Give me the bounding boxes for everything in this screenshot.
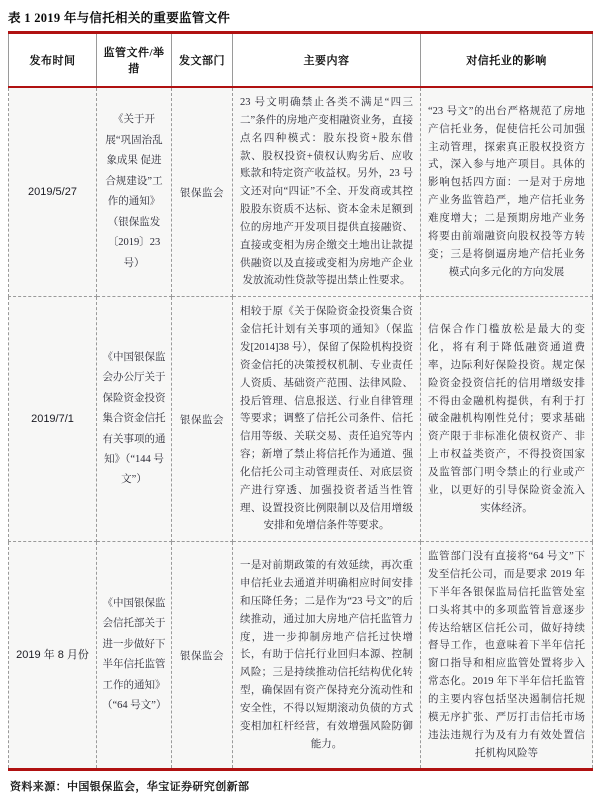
cell-document: 《中国银保监会办公厅关于保险资金投资集合资金信托有关事项的通知》（“144 号文”） <box>97 297 172 542</box>
table-title: 表 1 2019 年与信托相关的重要监管文件 <box>8 11 231 25</box>
cell-impact: 监管部门没有直接将“64 号文”下发至信托公司，而是要求 2019 年下半年各银保监局信托监管处室口头将其中的多项监管旨意逐步传达给辖区信托公司，做好持续督导工作，也意味着下半年信托窗口指导和相应监管处置将步入常态化。2019 年下半年信托监管的主要内容包括坚决遏制信托规模无序扩张、严厉打击信托市场违法违规行为及有力有效处置信托机构风险等 <box>421 542 593 770</box>
source-note: 资料来源：中国银保监会，华宝证券研究创新部 <box>10 781 250 794</box>
cell-document: 《中国银保监会信托部关于进一步做好下半年信托监管工作的通知》（“64 号文”） <box>97 542 172 770</box>
cell-department: 银保监会 <box>172 87 233 297</box>
cell-main-content: 一是对前期政策的有效延续，再次重申信托业去通道并明确相应时间安排和压降任务；二是作为“23 号文”的后续推动，通过加大房地产信托监管力度，进一步抑制房地产信托过快增长，有助于信托行业回归本源、控制风险；三是持续推动信托结构优化转型，确保固有资产保持充分流动性和安全性，不得以短期滚动负债的方式变相加杠杆经营，有效增强风险防御能力。 <box>233 542 421 770</box>
cell-document: 《关于开展“巩固治乱象成果 促进合规建设”工作的通知》（银保监发〔2019〕23号） <box>97 87 172 297</box>
cell-impact: 信保合作门槛放松是最大的变化，将有利于降低融资通道费率，边际利好保险投资。规定保险资金投资信托的信用增级安排不得由金融机构提供，有利于打破金融机构刚性兑付；要求基础资产限于非标准化债权资产、非上市权益类资产，不得投资国家及监管部门明令禁止的行业或产业，以更好的引导保险资金流入实体经济。 <box>421 297 593 542</box>
col-header-publish-date: 发布时间 <box>9 33 97 88</box>
cell-department: 银保监会 <box>172 297 233 542</box>
cell-impact: “23 号文”的出台严格规范了房地产信托业务，促使信托公司加强主动管理，探索真正股权投资方式，深入参与地产项目。具体的影响包括四方面：一是对于房地产业务监管趋严，地产信托业务难度增大；二是预期房地产业务将要由前端融资向股权投等方转变；三是将倒逼房地产信托业务模式向多元化的方向发展 <box>421 87 593 297</box>
col-header-document: 监管文件/举措 <box>97 33 172 88</box>
table-header-row <box>9 33 593 88</box>
cell-publish-date: 2019/7/1 <box>9 297 97 542</box>
col-header-department: 发文部门 <box>172 33 233 88</box>
cell-main-content: 相较于原《关于保险资金投资集合资金信托计划有关事项的通知》（保监发[2014]38 号），保留了保险机构投资资金信托的决策授权机制、专业责任人资质、基础资产范围、法律风险、投后管理、信息报送、行业自律管理等要求；调整了信托公司条件、信托信用等级、关联交易、责任追究等内容；新增了禁止将信托作为通道、强化信托公司主动管理责任、对底层资产进行穿透、加强投资者适当性管理、设置投资比例限制以及信用增级安排和免增信条件等要求。 <box>233 297 421 542</box>
cell-publish-date: 2019/5/27 <box>9 87 97 297</box>
cell-department: 银保监会 <box>172 542 233 770</box>
table-row <box>9 542 593 770</box>
cell-main-content: 23 号文明确禁止各类不满足“四三二”条件的房地产变相融资业务，直接点名四种模式：股东投资+股东借款、股权投资+债权认购劣后、应收账款和特定资产收益权。另外，23 号文还对向“四证”不全、开发商或其控股股东资质不达标、资本金未足额到位的房地产开发项目提供直接融资、直接或变相为房企缴交土地出让款提供融资以及直接或变相为房地产企业发放流动性贷款等提出禁止性要求。 <box>233 87 421 297</box>
table-row <box>9 297 593 542</box>
col-header-impact: 对信托业的影响 <box>421 33 593 88</box>
table-row <box>9 87 593 297</box>
regulation-table <box>8 31 593 771</box>
cell-publish-date: 2019 年 8 月份 <box>9 542 97 770</box>
col-header-main-content: 主要内容 <box>233 33 421 88</box>
